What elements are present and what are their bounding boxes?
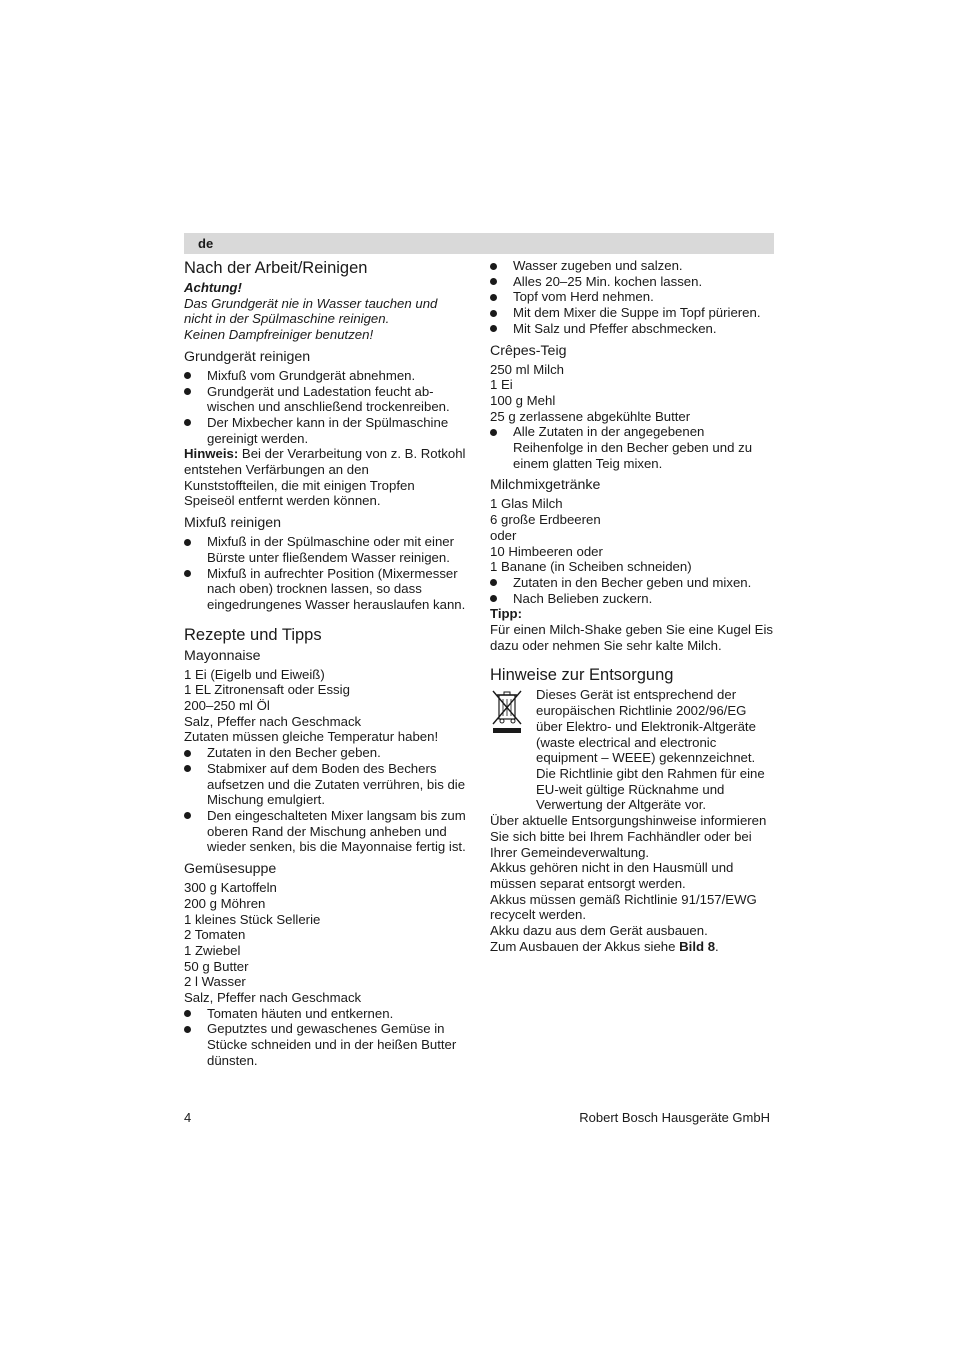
list-item-line: Tomaten häuten und entkernen. (207, 1005, 394, 1021)
list-item-line: aufsetzen und die Zutaten verrühren, bis die (207, 776, 466, 792)
crepes-ingredients (490, 362, 774, 425)
hinweis-first: Bei der Verarbeitung von z. B. Rotkohl (238, 446, 466, 462)
section-title-recipes: Rezepte und Tipps (184, 625, 322, 644)
list-item (184, 761, 470, 808)
list-item (490, 575, 774, 591)
disposal-last-line (490, 939, 774, 955)
text-line: Speiseöl entfernt werden können. (184, 493, 381, 509)
list-item-line: gereinigt werden. (207, 430, 309, 446)
left-column (184, 258, 470, 1069)
text-line: Zutaten müssen gleiche Temperatur haben! (184, 729, 439, 745)
text-line: 100 g Mehl (490, 392, 556, 408)
hinweis-note (184, 446, 470, 509)
list-item (184, 566, 470, 613)
text-line: dazu oder nehmen Sie sehr kalte Milch. (490, 637, 722, 653)
weee-notice (490, 687, 774, 813)
subsection-title-blender-foot: Mixfuß reinigen (184, 515, 281, 532)
text-line: oder (490, 527, 517, 543)
tipp-label: Tipp: (490, 606, 522, 622)
text-line: 300 g Kartoffeln (184, 880, 277, 896)
hinweis-label: Hinweis: (184, 446, 239, 462)
text-line: europäischen Richtlinie 2002/96/EG (536, 703, 747, 719)
list-item (490, 591, 774, 607)
recipe-title-crepes: Crêpes-Teig (490, 342, 567, 359)
list-item-line: Der Mixbecher kann in der Spülmaschine (207, 414, 449, 430)
text-line: Akku dazu aus dem Gerät ausbauen. (490, 923, 708, 939)
list-item-line: Mit dem Mixer die Suppe im Topf pürieren. (513, 305, 761, 321)
list-item-line: Topf vom Herd nehmen. (513, 289, 654, 305)
mayonnaise-steps (184, 745, 470, 855)
text-line: Salz, Pfeffer nach Geschmack (184, 713, 362, 729)
list-item-line: Alles 20–25 Min. kochen lassen. (513, 273, 703, 289)
base-unit-list (184, 368, 470, 447)
list-item-line: nach oben) trocknen lassen, so dass (207, 581, 422, 597)
list-item-line: Geputztes und gewaschenes Gemüse in (207, 1021, 445, 1037)
text-line: Die Richtlinie gibt den Rahmen für eine (536, 765, 765, 781)
list-item-line: eingedrungenes Wasser herauslaufen kann. (207, 596, 466, 612)
list-item-line: Mit Salz und Pfeffer abschmecken. (513, 320, 717, 336)
list-item (184, 1021, 470, 1068)
page-number: 4 (184, 1110, 192, 1125)
soup-ingredients (184, 880, 470, 1006)
text-line: 10 Himbeeren oder (490, 543, 603, 559)
text-line: 1 kleines Stück Sellerie (184, 911, 321, 927)
list-item-line: Den eingeschalteten Mixer langsam bis zum (207, 807, 466, 823)
list-item-line: Bürste unter fließendem Wasser reinigen. (207, 549, 450, 565)
list-item-line: Mixfuß in aufrechter Position (Mixermesser (207, 565, 458, 581)
text-line: Für einen Milch-Shake geben Sie eine Kugel Eis (490, 622, 773, 638)
crossed-out-wheelie-bin-icon (490, 689, 524, 735)
list-item (490, 305, 774, 321)
text-line: 6 große Erdbeeren (490, 512, 601, 528)
text-line: 250 ml Milch (490, 361, 565, 377)
text-line: 25 g zerlassene abgekühlte Butter (490, 408, 691, 424)
section-title-disposal: Hinweise zur Entsorgung (490, 666, 674, 685)
list-item-line: Stabmixer auf dem Boden des Bechers (207, 760, 437, 776)
text-line: Akkus müssen gemäß Richtlinie 91/157/EWG (490, 891, 757, 907)
list-item-line: dünsten. (207, 1052, 258, 1068)
section-title-cleaning: Nach der Arbeit/Reinigen (184, 259, 368, 277)
blender-foot-list (184, 534, 470, 613)
text-line: Keinen Dampfreiniger benutzen! (184, 327, 374, 343)
list-item (490, 321, 774, 337)
list-item (490, 258, 774, 274)
company-name: Robert Bosch Hausgeräte GmbH (579, 1110, 770, 1125)
language-code: de (198, 236, 214, 251)
list-item (184, 534, 470, 565)
list-item (490, 274, 774, 290)
text-line: Über aktuelle Entsorgungshinweise informieren (490, 813, 767, 829)
recipe-title-soup: Gemüsesuppe (184, 861, 277, 878)
text-line: 200–250 ml Öl (184, 698, 270, 714)
list-item (490, 289, 774, 305)
text-line: EU-weit gültige Rücknahme und (536, 781, 725, 797)
list-item-line: Zutaten in den Becher geben und mixen. (513, 574, 752, 590)
text-line: 1 Banane (in Scheiben schneiden) (490, 559, 692, 575)
soup-steps-continued (490, 258, 774, 337)
text-line: equipment – WEEE) gekennzeichnet. (536, 750, 756, 766)
text-line: Akkus gehören nicht in den Hausmüll und (490, 860, 734, 876)
list-item-line: Grundgerät und Ladestation feucht ab- (207, 383, 434, 399)
text-line: über Elektro- und Elektronik-Altgeräte (536, 718, 756, 734)
disposal-last-prefix: Zum Ausbauen der Akkus siehe (490, 938, 680, 954)
list-item-line: Nach Belieben zuckern. (513, 590, 653, 606)
list-item-line: Reihenfolge in den Becher geben und zu (513, 440, 753, 456)
list-item (184, 415, 470, 446)
text-line: 1 Ei (Eigelb und Eiweiß) (184, 666, 325, 682)
list-item-line: Wasser zugeben und salzen. (513, 258, 683, 273)
text-line: 1 EL Zitronensaft oder Essig (184, 682, 350, 698)
list-item-line: Zutaten in den Becher geben. (207, 745, 381, 761)
text-line: Verwertung der Altgeräte vor. (536, 797, 707, 813)
language-bar (184, 233, 774, 254)
list-item-line: Mischung emulgiert. (207, 792, 326, 808)
text-line: nicht in der Spülmaschine reinigen. (184, 311, 390, 327)
mayonnaise-ingredients (184, 667, 470, 746)
figure-reference: Bild 8 (679, 938, 716, 954)
subsection-title-base-unit: Grundgerät reinigen (184, 348, 311, 365)
text-line: 50 g Butter (184, 958, 249, 974)
list-item-line: Stücke schneiden und in der heißen Butter (207, 1037, 457, 1053)
list-item (184, 1006, 470, 1022)
warning-label: Achtung! (184, 280, 242, 295)
recipe-title-mayonnaise: Mayonnaise (184, 647, 261, 664)
text-line: 1 Zwiebel (184, 942, 241, 958)
text-line: 2 Tomaten (184, 927, 246, 943)
disposal-text (490, 813, 774, 939)
list-item-line: Mixfuß in der Spülmaschine oder mit einer (207, 534, 455, 550)
text-line: müssen separat entsorgt werden. (490, 875, 686, 891)
warning-text (184, 296, 470, 343)
list-item (184, 384, 470, 415)
disposal-last-suffix: . (715, 938, 719, 954)
list-item-line: Mixfuß vom Grundgerät abnehmen. (207, 367, 416, 383)
list-item (184, 368, 470, 384)
list-item (184, 808, 470, 855)
text-line: 2 l Wasser (184, 974, 246, 990)
list-item-line: einem glatten Teig mixen. (513, 455, 663, 471)
text-line: 1 Ei (490, 377, 513, 393)
hinweis-rest (184, 462, 470, 509)
soup-steps (184, 1006, 470, 1069)
text-line: Salz, Pfeffer nach Geschmack (184, 990, 362, 1006)
weee-text (536, 687, 774, 813)
text-line: Das Grundgerät nie in Wasser tauchen und (184, 295, 438, 311)
milkshake-steps (490, 575, 774, 606)
text-line: entstehen Verfärbungen an den (184, 462, 369, 478)
list-item (490, 424, 774, 471)
text-line: Ihrer Gemeindeverwaltung. (490, 844, 650, 860)
text-line: 1 Glas Milch (490, 496, 563, 512)
right-column (490, 258, 774, 954)
list-item-line: wischen und anschließend trockenreiben. (207, 399, 450, 415)
text-line: Dieses Gerät ist entsprechend der (536, 687, 737, 703)
text-line: recycelt werden. (490, 907, 587, 923)
list-item-line: wieder senken, bis die Mayonnaise fertig ist. (207, 839, 466, 855)
text-line: 200 g Möhren (184, 895, 266, 911)
milkshake-ingredients (490, 496, 774, 575)
text-line: (waste electrical and electronic (536, 734, 717, 750)
crepes-steps (490, 424, 774, 471)
list-item (184, 745, 470, 761)
text-line: Sie sich bitte bei Ihrem Fachhändler oder bei (490, 828, 752, 844)
recipe-title-milkshakes: Milchmixgetränke (490, 477, 601, 494)
list-item-line: Alle Zutaten in der angegebenen (513, 424, 705, 440)
list-item-line: oberen Rand der Mischung anheben und (207, 823, 447, 839)
text-line: Kunststoffteilen, die mit einigen Tropfen (184, 477, 415, 493)
tipp-text (490, 622, 774, 653)
